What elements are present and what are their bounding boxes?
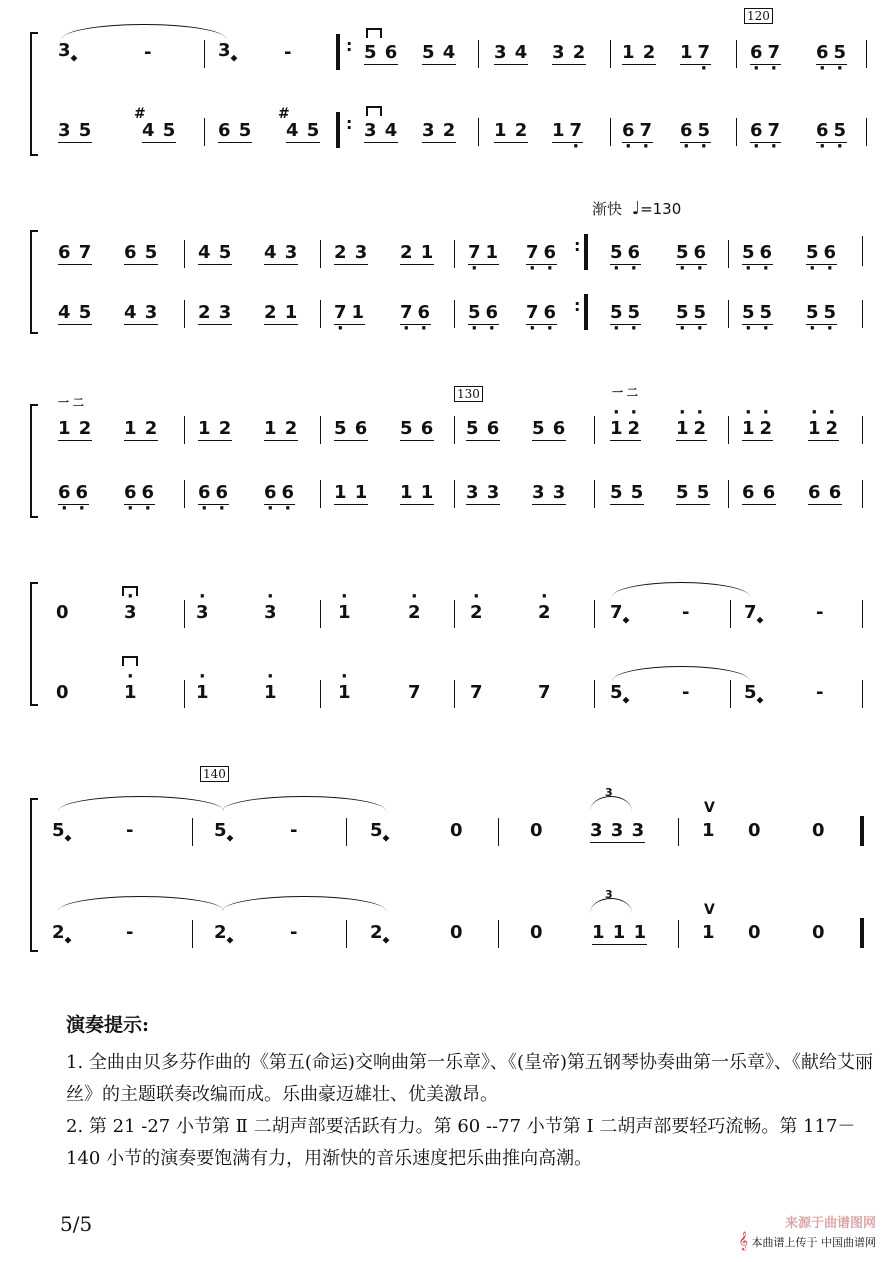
finger-mark: 一 二 [58,396,84,409]
note-group: 6 · 7 · [622,120,653,143]
note-group: 3 2 [552,42,587,63]
measure-number-box: 140 [200,766,229,782]
score-system-3 [0,380,896,530]
note: 7 [408,682,421,703]
barline [728,300,729,328]
note-group: 6 · 6 · [198,482,229,505]
barline [498,920,499,948]
note-group: 5 · 5 · [742,302,773,325]
note-group: 1 2 [622,42,657,63]
note-group: 1 7 · [552,120,583,143]
note: 0 [530,820,543,841]
note: 0 [812,820,825,841]
note-group: 6 · 6 · [264,482,295,505]
note: · 3 [124,602,137,623]
note-group: # 4 5 [278,106,321,141]
tie-slur [612,666,750,681]
barline [454,300,455,328]
note-group: 4 3 [264,242,299,263]
note: $5_◆$ [52,820,72,844]
bow-down-mark [366,106,382,116]
note: 7 [470,682,483,703]
note-group: 5 6 [334,418,369,439]
barline [730,680,731,708]
barline [320,240,321,268]
dash-hold: - [126,922,134,943]
barline [454,240,455,268]
tie-slur [62,24,226,39]
tie-slur [58,796,224,811]
note: $3_◆$ [218,40,238,64]
final-barline [860,918,864,948]
staff-top [0,236,896,280]
repeat-barline [584,234,588,270]
repeat-dots: : [346,114,353,133]
barline [728,240,729,268]
note-group: 3 3 [466,482,501,503]
note-group: 1 2 [494,120,529,141]
note-group: 6 6 [742,482,777,503]
note-group: 5 6 [466,418,501,439]
barline [736,40,737,68]
triplet-number: 3 [605,888,613,901]
final-barline [860,816,864,846]
tie-slur [58,896,224,911]
barline [728,416,729,444]
note: 0 [450,820,463,841]
note: $5_◆$ [370,820,390,844]
staff-bottom [0,680,896,720]
note-group: · 1 · 2 [610,418,641,441]
note: 7 [538,682,551,703]
barline [594,600,595,628]
barline [478,40,479,68]
note: $2_◆$ [370,922,390,946]
barline [678,818,679,846]
note-group: 5 · 6 · [468,302,499,325]
bow-up-mark: V [704,902,715,918]
note-group: 5 · 6 · [676,242,707,265]
note: 0 [812,922,825,943]
note: · 2 [408,602,421,623]
note-group: · 1 · 2 [742,418,773,441]
note-group: 5 6 [532,418,567,439]
tie-slur [222,896,386,911]
repeat-dots: : [574,296,581,315]
note-group: 6 · 6 · [58,482,89,505]
barline [862,600,863,628]
note-group: 1 2 [124,418,159,439]
note: $2_◆$ [52,922,72,946]
note-group: 1 2 [198,418,233,439]
barline [454,416,455,444]
note-group: 4 5 [198,242,233,263]
barline [862,480,863,508]
barline [498,818,499,846]
barline [184,600,185,628]
note-group: 5 · 6 · [806,242,837,265]
note-group: 2 3 [198,302,233,323]
barline [730,600,731,628]
barline [454,600,455,628]
note-group: 5 · 5 · [610,302,641,325]
note-group: 6 5 [218,120,253,141]
bow-up-mark: V [704,800,715,816]
barline [610,40,611,68]
repeat-dots: : [574,236,581,255]
note: 0 [748,922,761,943]
dash-hold: - [682,682,690,703]
barline [184,480,185,508]
note-group: # 4 5 [134,106,177,141]
note: $5_◆$ [610,682,630,706]
barline [320,480,321,508]
note-group: 3 2 [422,120,457,141]
score-system-2 [0,190,896,340]
performance-notes [66,1010,876,1175]
barline [346,920,347,948]
repeat-barline [584,294,588,330]
barline [862,236,863,266]
watermark-text: 来源于曲谱图网 [784,1216,876,1231]
note-group: 7 · 6 · [526,242,557,265]
repeat-dots: : [346,36,353,55]
dash-hold: - [290,820,298,841]
note-group: 3 4 [494,42,529,63]
score-system-1 [0,0,896,170]
note: $5_◆$ [214,820,234,844]
dash-hold: - [290,922,298,943]
dash-hold: - [284,42,292,63]
note-group: 1 2 [264,418,299,439]
note: $5_◆$ [744,682,764,706]
note-group: 3 5 [58,120,93,141]
tie-slur [612,582,750,597]
note-group: 2 1 [264,302,299,323]
note: · 1 [338,682,351,703]
tie-slur [222,796,386,811]
barline [192,920,193,948]
barline [192,818,193,846]
note: · 3 [264,602,277,623]
note-group: 5 6 [364,42,399,63]
note-group: 5 6 [400,418,435,439]
page-number: 5/5 [60,1212,93,1236]
note: 0 [56,682,69,703]
triplet-arc [590,796,632,811]
tempo-mark: 渐快 ♩=130 [592,198,682,219]
note-group: 6 · 5 · [816,42,847,65]
barline [862,416,863,444]
note-group: 1 2 [58,418,93,439]
note-group: 5 · 5 · [806,302,837,325]
note-group: 1 7 · [680,42,711,65]
note-group: 4 5 [58,302,93,323]
sharp-sign: # [134,106,147,122]
note-group: 5 · 6 · [742,242,773,265]
barline [862,680,863,708]
dash-hold: - [682,602,690,623]
treble-clef-icon: 𝄞 [738,1231,748,1250]
staff-top [0,600,896,640]
barline [862,300,863,328]
note-group: 1 1 1 [592,922,648,943]
measure-number-box: 120 [744,8,773,24]
note-group: 7 · 6 · [400,302,431,325]
dash-hold: - [144,42,152,63]
note: · 1 [196,682,209,703]
barline [320,680,321,708]
notes-item-1: 1. 全曲由贝多芬作曲的《第五(命运)交响曲第一乐章》、《(皇帝)第五钢琴协奏曲第一乐章》、《献给艾丽丝》的主题联奏改编而成。乐曲豪迈雄壮、优美激昂。 [66,1052,873,1105]
note-group: 6 · 5 · [816,120,847,143]
note-group: · 1 · 2 [808,418,839,441]
barline [728,480,729,508]
note-group: 7 · 1 [334,302,365,325]
barline [866,40,867,68]
sharp-sign: # [278,106,291,122]
note: $7_◆$ [610,602,630,626]
note-group: 5 5 [610,482,645,503]
measure-number-box: 130 [454,386,483,402]
note: $3_◆$ [58,40,78,64]
staff-top [0,800,896,858]
note-group: 3 3 3 [590,820,646,841]
barline [320,416,321,444]
note: 1 [702,820,715,841]
note: 0 [530,922,543,943]
note-group: 7 · 6 · [526,302,557,325]
note: 1 [702,922,715,943]
note: · 1 [124,682,137,703]
triplet-arc [590,898,632,913]
barline [454,480,455,508]
note-group: 5 4 [422,42,457,63]
note-group: 6 7 [58,242,93,263]
barline [594,416,595,444]
note-group: 1 1 [334,482,369,503]
staff-top [0,36,896,80]
barline [184,416,185,444]
note: · 2 [470,602,483,623]
barline [678,920,679,948]
note-group: 3 4 [364,120,399,141]
barline [594,480,595,508]
finger-mark: 一 二 [612,386,638,399]
repeat-barline [336,34,340,70]
barline [346,818,347,846]
staff-bottom [0,296,896,340]
note: 0 [450,922,463,943]
staff-bottom [0,106,896,158]
repeat-barline [336,112,340,148]
barline [866,118,867,146]
barline [204,40,205,68]
staff-bottom [0,902,896,960]
barline [454,680,455,708]
barline [320,300,321,328]
note-group: 6 · 7 · [750,120,781,143]
note-group: 1 1 [400,482,435,503]
note-group: 6 · 7 · [750,42,781,65]
footer-text: 本曲谱上传于 中国曲谱网 [751,1236,876,1249]
bow-down-mark [366,28,382,38]
note-group: 3 3 [532,482,567,503]
note-group: 6 5 [124,242,159,263]
note: · 1 [264,682,277,703]
note: 0 [56,602,69,623]
barline [184,300,185,328]
triplet-number: 3 [605,786,613,799]
notes-title: 演奏提示: [66,1014,150,1036]
barline [610,118,611,146]
footer-credit [738,1216,876,1251]
note-group: · 1 · 2 [676,418,707,441]
note: 0 [748,820,761,841]
barline [184,240,185,268]
note-group: 6 6 [808,482,843,503]
note: · 3 [196,602,209,623]
staff-bottom [0,480,896,520]
note-group: 6 · 5 · [680,120,711,143]
note: $2_◆$ [214,922,234,946]
dash-hold: - [126,820,134,841]
score-system-5 [0,760,896,960]
note-group: 4 3 [124,302,159,323]
barline [204,118,205,146]
note: · 2 [538,602,551,623]
barline [594,680,595,708]
barline [736,118,737,146]
note: $7_◆$ [744,602,764,626]
dash-hold: - [816,602,824,623]
staff-top [0,416,896,456]
note-group: 5 · 6 · [610,242,641,265]
barline [478,118,479,146]
note-group: 2 1 [400,242,435,263]
notes-item-2: 2. 第 21 -27 小节第 Ⅱ 二胡声部要活跃有力。第 60 --77 小节第 Ⅰ 二胡声部要轻巧流畅。第 117－140 小节的演奏要饱满有力，用渐快的音乐速度把乐曲推向高潮。 [66,1116,856,1169]
score-system-4 [0,570,896,720]
note-group: 5 5 [676,482,711,503]
dash-hold: - [816,682,824,703]
bow-down-mark [122,656,138,666]
note: · 1 [338,602,351,623]
barline [320,600,321,628]
note-group: 7 · 1 [468,242,499,265]
note-group: 5 · 5 · [676,302,707,325]
barline [184,680,185,708]
note-group: 6 · 6 · [124,482,155,505]
note-group: 2 3 [334,242,369,263]
